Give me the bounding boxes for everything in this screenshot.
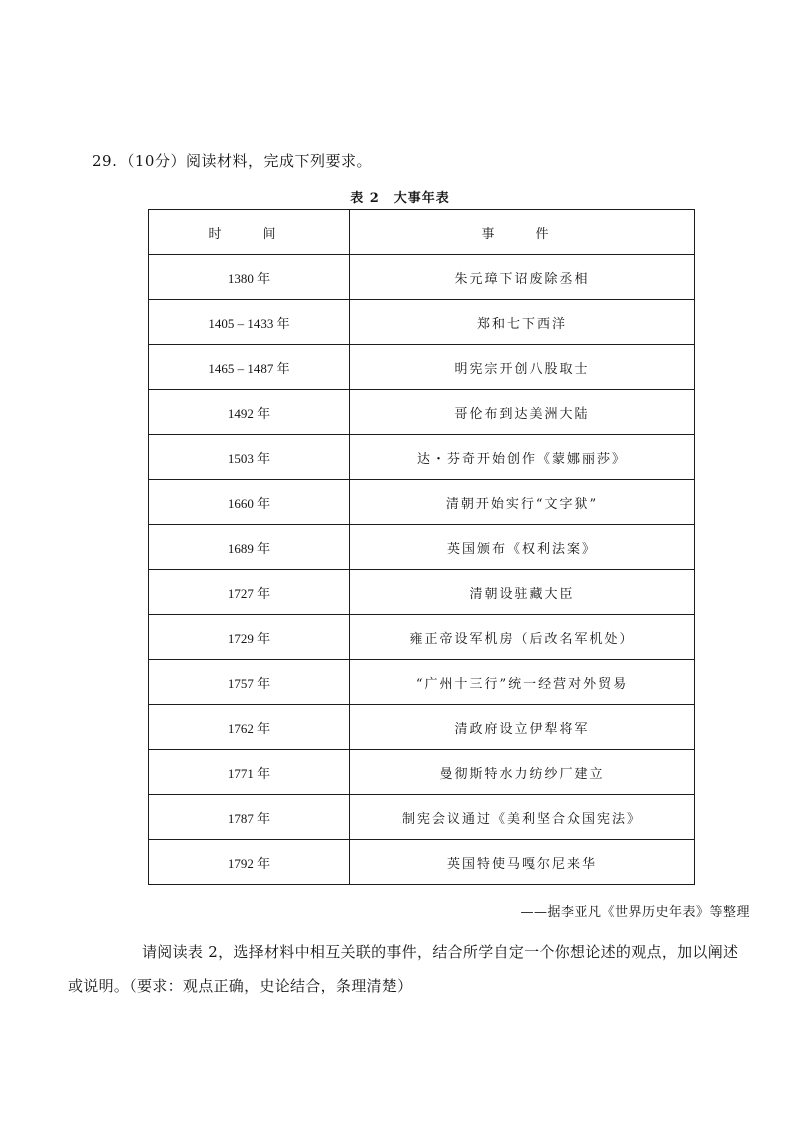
question-number: 29.: [92, 152, 118, 170]
event-description-cell: 达・芬奇开始创作《蒙娜丽莎》: [350, 435, 695, 480]
table-row: [149, 705, 695, 750]
event-time-cell: 1689 年: [149, 525, 350, 570]
event-description-cell: 朱元璋下诏废除丞相: [350, 255, 695, 300]
table-row: [149, 480, 695, 525]
event-time-cell: 1762 年: [149, 705, 350, 750]
event-description-cell: 英国特使马嘎尔尼来华: [350, 840, 695, 885]
table-caption: [0, 187, 800, 206]
header-time: 时 间: [149, 210, 350, 255]
event-time-cell: 1503 年: [149, 435, 350, 480]
source-citation: ——据李亚凡《世界历史年表》等整理: [520, 905, 750, 920]
question-instruction: 阅读材料，完成下列要求。: [185, 152, 372, 170]
table-row: [149, 660, 695, 705]
events-table-body: [149, 255, 695, 885]
event-description-cell: 清朝开始实行“文字狱”: [350, 480, 695, 525]
event-time-cell: 1660 年: [149, 480, 350, 525]
event-description-cell: 制宪会议通过《美利坚合众国宪法》: [350, 795, 695, 840]
event-time-cell: 1792 年: [149, 840, 350, 885]
table-row: [149, 390, 695, 435]
table-caption-title: 大事年表: [393, 191, 450, 206]
prompt-line-2: 或说明。（要求：观点正确，史论结合，条理清楚）: [68, 977, 413, 995]
table-row: [149, 750, 695, 795]
event-description-cell: 英国颁布《权利法案》: [350, 525, 695, 570]
table-row: [149, 300, 695, 345]
event-time-cell: 1727 年: [149, 570, 350, 615]
event-description-cell: 雍正帝设军机房（后改名军机处）: [350, 615, 695, 660]
event-time-cell: 1380 年: [149, 255, 350, 300]
event-description-cell: 清朝设驻藏大臣: [350, 570, 695, 615]
event-time-cell: 1729 年: [149, 615, 350, 660]
event-time-cell: 1465 – 1487 年: [149, 345, 350, 390]
table-row: [149, 435, 695, 480]
events-table: [148, 209, 695, 885]
event-time-cell: 1492 年: [149, 390, 350, 435]
event-description-cell: 清政府设立伊犁将军: [350, 705, 695, 750]
table-row: [149, 570, 695, 615]
header-event: 事 件: [350, 210, 695, 255]
question-prompt: [68, 935, 755, 1003]
event-time-cell: 1757 年: [149, 660, 350, 705]
event-description-cell: 哥伦布到达美洲大陆: [350, 390, 695, 435]
prompt-line-1: 请阅读表 2，选择材料中相互关联的事件，结合所学自定一个你想论述的观点，加以阐述: [142, 943, 739, 961]
event-description-cell: 郑和七下西洋: [350, 300, 695, 345]
event-description-cell: “广州十三行”统一经营对外贸易: [350, 660, 695, 705]
table-row: [149, 615, 695, 660]
table-header-row: [149, 210, 695, 255]
event-time-cell: 1771 年: [149, 750, 350, 795]
table-row: [149, 345, 695, 390]
table-row: [149, 255, 695, 300]
table-row: [149, 525, 695, 570]
event-description-cell: 明宪宗开创八股取士: [350, 345, 695, 390]
table-row: [149, 795, 695, 840]
event-time-cell: 1787 年: [149, 795, 350, 840]
question-stem: [92, 150, 372, 171]
table-row: [149, 840, 695, 885]
table-caption-number: 表 2: [350, 191, 380, 206]
event-time-cell: 1405 – 1433 年: [149, 300, 350, 345]
event-description-cell: 曼彻斯特水力纺纱厂建立: [350, 750, 695, 795]
question-points: （10分）: [119, 152, 186, 170]
